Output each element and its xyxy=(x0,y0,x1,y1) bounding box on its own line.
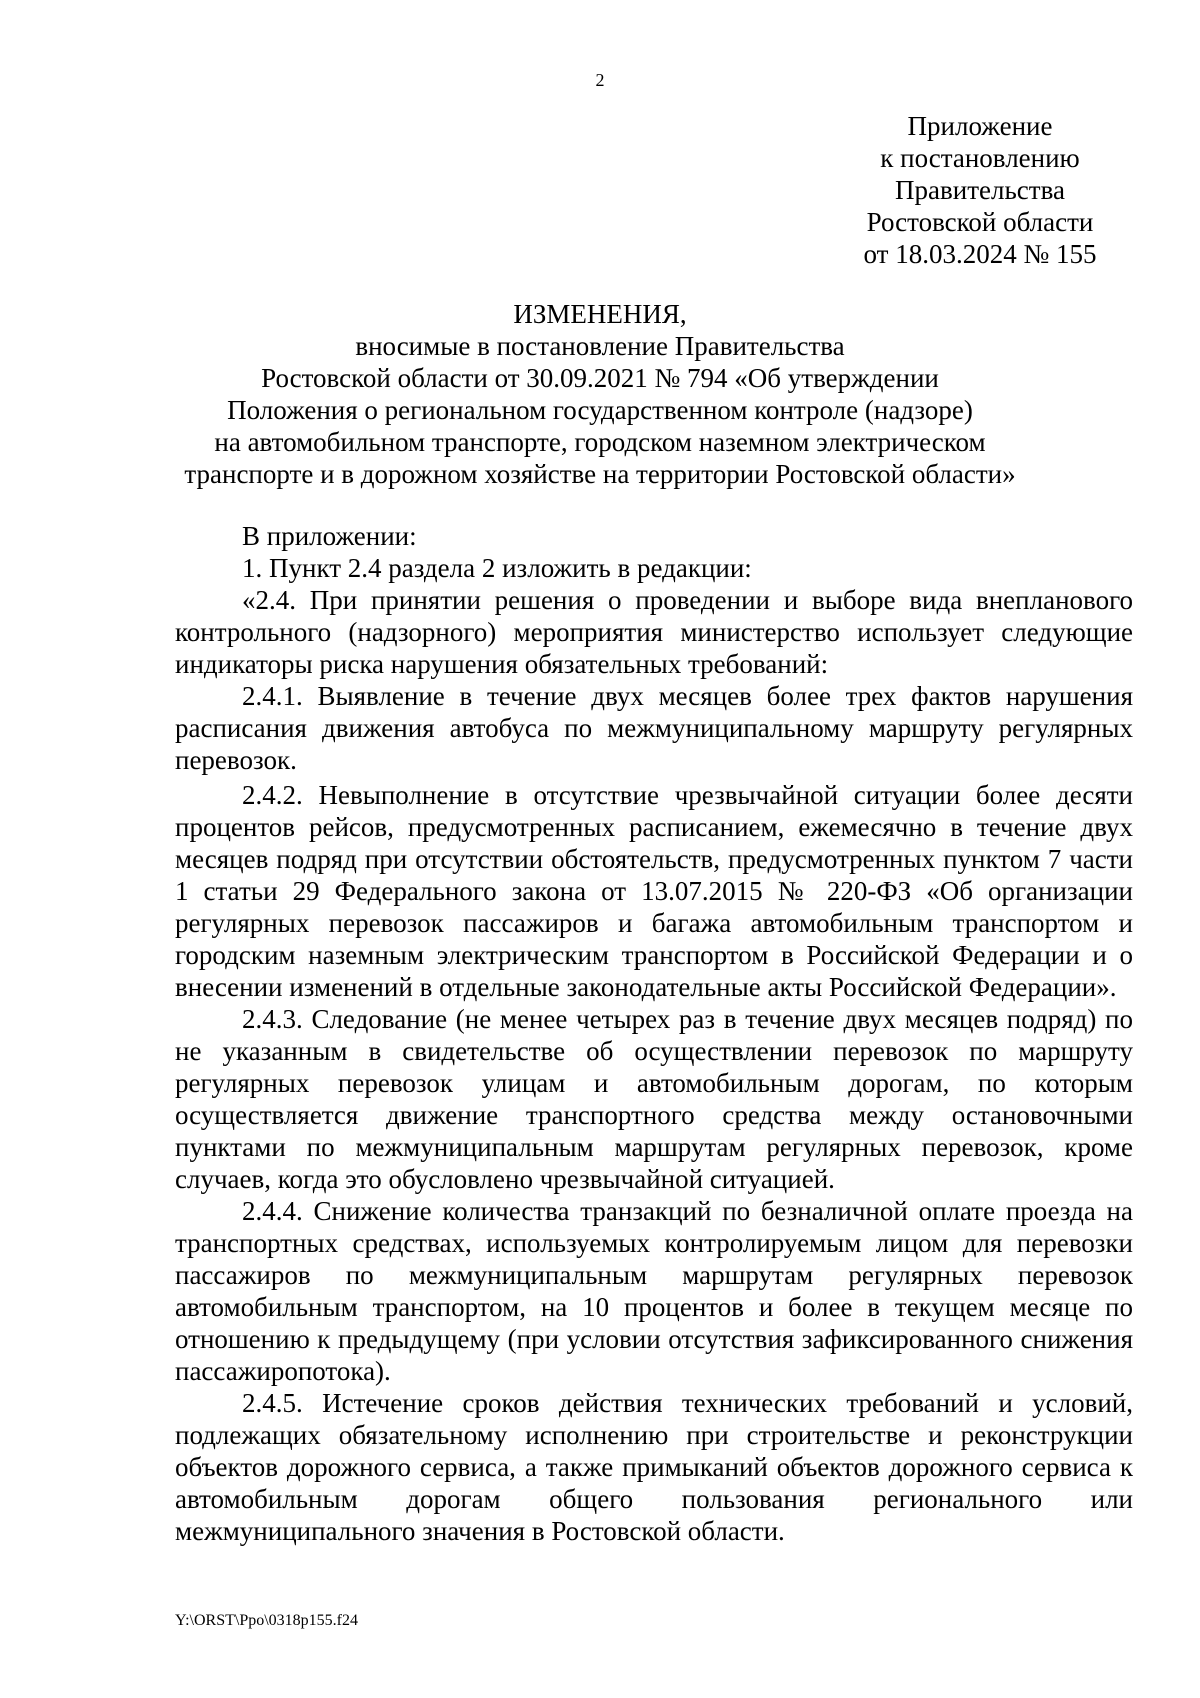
heading-line: транспорте и в дорожном хозяйстве на территории Ростовской области» xyxy=(184,459,1016,489)
heading-line: Ростовской области от 30.09.2021 № 794 «Об утверждении xyxy=(261,363,939,393)
paragraph-2-4-2: 2.4.2. Невыполнение в отсутствие чрезвычайной ситуации более десяти процентов рейсов, предусмотренных расписанием, ежемесячно в течение двух месяцев подряд при отсутствии обстоятельств, предусмотренных пунктом 7 части 1 статьи 29 Федерального закона от 13.07.2015 № 220-ФЗ «Об организации регулярных перевозок пассажиров и багажа автомобильным транспортом и городским наземным электрическим транспортом в Российской Федерации и о внесении изменений в отдельные законодательные акты Российской Федерации». xyxy=(175,780,1133,1002)
paragraph-2-4-3: 2.4.3. Следование (не менее четырех раз в течение двух месяцев подряд) по не указанным в свидетельстве об осуществлении перевозок по маршруту регулярных перевозок улицам и автомобильным дорогам, по которым осуществляется движение транспортного средства между остановочными пунктами по межмуниципальным маршрутам регулярных перевозок, кроме случаев, когда это обусловлено чрезвычайной ситуацией. xyxy=(175,1004,1133,1194)
page-number: 2 xyxy=(595,70,605,90)
heading-line: Положения о региональном государственном контроле (надзоре) xyxy=(227,395,973,425)
appendix-line: Ростовской области xyxy=(866,207,1094,237)
document-heading xyxy=(180,298,1020,490)
paragraph-2-4-5: 2.4.5. Истечение сроков действия технических требований и условий, подлежащих обязательному исполнению при строительстве и реконструкции объектов дорожного сервиса, а также примыканий объектов дорожного сервиса к автомобильным дорогам общего пользования регионального или межмуниципального значения в Ростовской области. xyxy=(175,1388,1133,1546)
paragraph-2-4-1: 2.4.1. Выявление в течение двух месяцев более трех фактов нарушения расписания движения автобуса по межмуниципальному маршруту регулярных перевозок. xyxy=(175,681,1133,775)
appendix-line: Правительства xyxy=(895,175,1065,205)
paragraph-item-1: 1. Пункт 2.4 раздела 2 изложить в редакции: xyxy=(242,553,752,583)
appendix-line: к постановлению xyxy=(880,143,1080,173)
paragraph-2-4-4: 2.4.4. Снижение количества транзакций по безналичной оплате проезда на транспортных средствах, используемых контролируемым лицом для перевозки пассажиров по межмуниципальным маршрутам регулярных перевозок автомобильным транспортом, на 10 процентов и более в текущем месяце по отношению к предыдущему (при условии отсутствия зафиксированного снижения пассажиропотока). xyxy=(175,1196,1133,1386)
heading-line: вносимые в постановление Правительства xyxy=(355,331,845,361)
appendix-line: от 18.03.2024 № 155 xyxy=(863,239,1097,269)
document-body xyxy=(175,520,1133,1547)
paragraph-2-4: «2.4. При принятии решения о проведении и выборе вида внепланового контрольного (надзорного) мероприятия министерство использует следующие индикаторы риска нарушения обязательных требований: xyxy=(175,585,1133,679)
appendix-block xyxy=(830,110,1130,270)
paragraph-intro: В приложении: xyxy=(242,521,417,551)
file-path-footer: Y:\ORST\Ppo\0318p155.f24 xyxy=(175,1612,358,1629)
heading-line: на автомобильном транспорте, городском наземном электрическом xyxy=(214,427,986,457)
heading-title: ИЗМЕНЕНИЯ, xyxy=(513,299,687,329)
appendix-line: Приложение xyxy=(907,111,1053,141)
